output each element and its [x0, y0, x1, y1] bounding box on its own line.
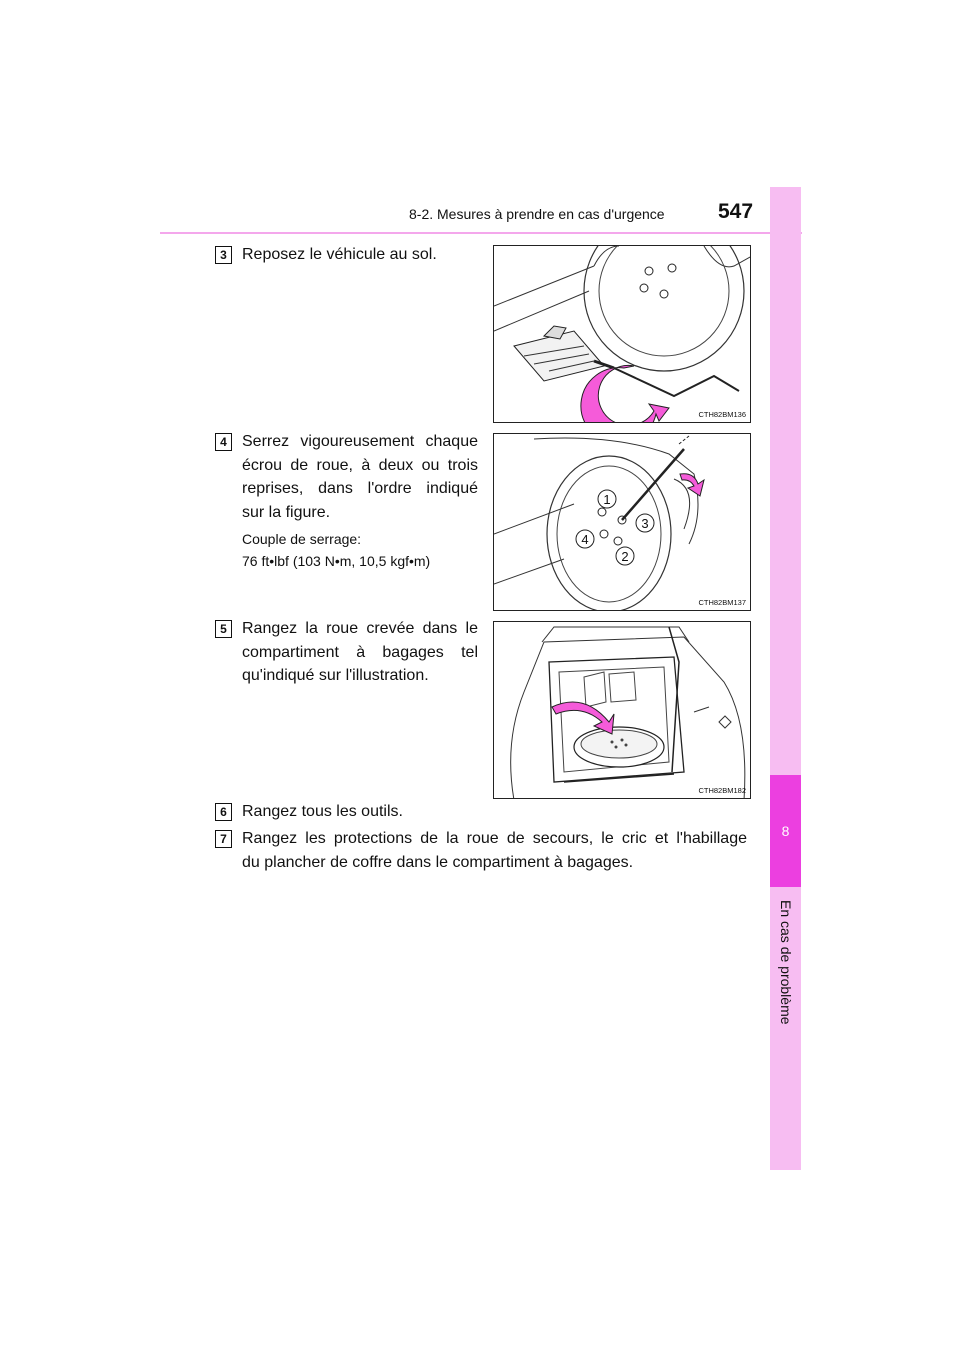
figure-code: CTH82BM136: [698, 410, 746, 419]
torque-label: Couple de serrage:: [242, 531, 362, 547]
step-6-text: Rangez tous les outils.: [242, 803, 403, 820]
lower-vehicle-illustration: [494, 246, 751, 423]
callout-2: 2: [621, 549, 629, 564]
step-number-3: 3: [215, 246, 232, 264]
chapter-title: En cas de problème: [778, 900, 794, 1025]
step-7-line-1: Rangez les protections de la roue de secours, le cric et l'habillage: [242, 830, 747, 847]
figure-tighten-nuts: [493, 433, 751, 611]
callout-4: 4: [581, 532, 589, 547]
step-4-text: [242, 430, 478, 524]
step-7-text: [242, 827, 747, 874]
header-rule: [160, 232, 802, 234]
step-number-6: 6: [215, 803, 232, 821]
step-number-7: 7: [215, 830, 232, 848]
figure-code: CTH82BM137: [698, 598, 746, 607]
step-3-text: Reposez le véhicule au sol.: [242, 246, 437, 263]
step-4-line-1: Serrez vigoureusement chaque: [242, 433, 478, 450]
step-number-5: 5: [215, 620, 232, 638]
step-number-4: 4: [215, 433, 232, 451]
step-4-line-4: sur la figure.: [242, 503, 331, 521]
chapter-number-tab[interactable]: 8: [770, 775, 801, 887]
step-4-line-3: reprises, dans l'ordre indiqué: [242, 480, 478, 497]
figure-lower-vehicle: [493, 245, 751, 423]
step-5-text: [242, 617, 478, 688]
callout-1: 1: [603, 492, 611, 507]
step-5-line-3: qu'indiqué sur l'illustration.: [242, 667, 429, 684]
step-5-line-1: Rangez la roue crevée dans le: [242, 620, 478, 637]
callout-3: 3: [641, 516, 649, 531]
tighten-nuts-illustration: [494, 434, 751, 611]
step-7-line-2: du plancher de coffre dans le compartiment à bagages.: [242, 853, 634, 871]
step-4-line-2: écrou de roue, à deux ou trois: [242, 456, 478, 474]
page-number: 547: [718, 200, 754, 223]
step-5-line-2: compartiment à bagages tel: [242, 643, 478, 661]
figure-store-wheel: [493, 621, 751, 799]
section-title: 8-2. Mesures à prendre en cas d'urgence: [409, 206, 665, 222]
store-wheel-illustration: [494, 622, 751, 799]
torque-note: [242, 528, 482, 572]
figure-code: CTH82BM182: [698, 786, 746, 795]
torque-value: 76 ft•lbf (103 N•m, 10,5 kgf•m): [242, 553, 431, 569]
